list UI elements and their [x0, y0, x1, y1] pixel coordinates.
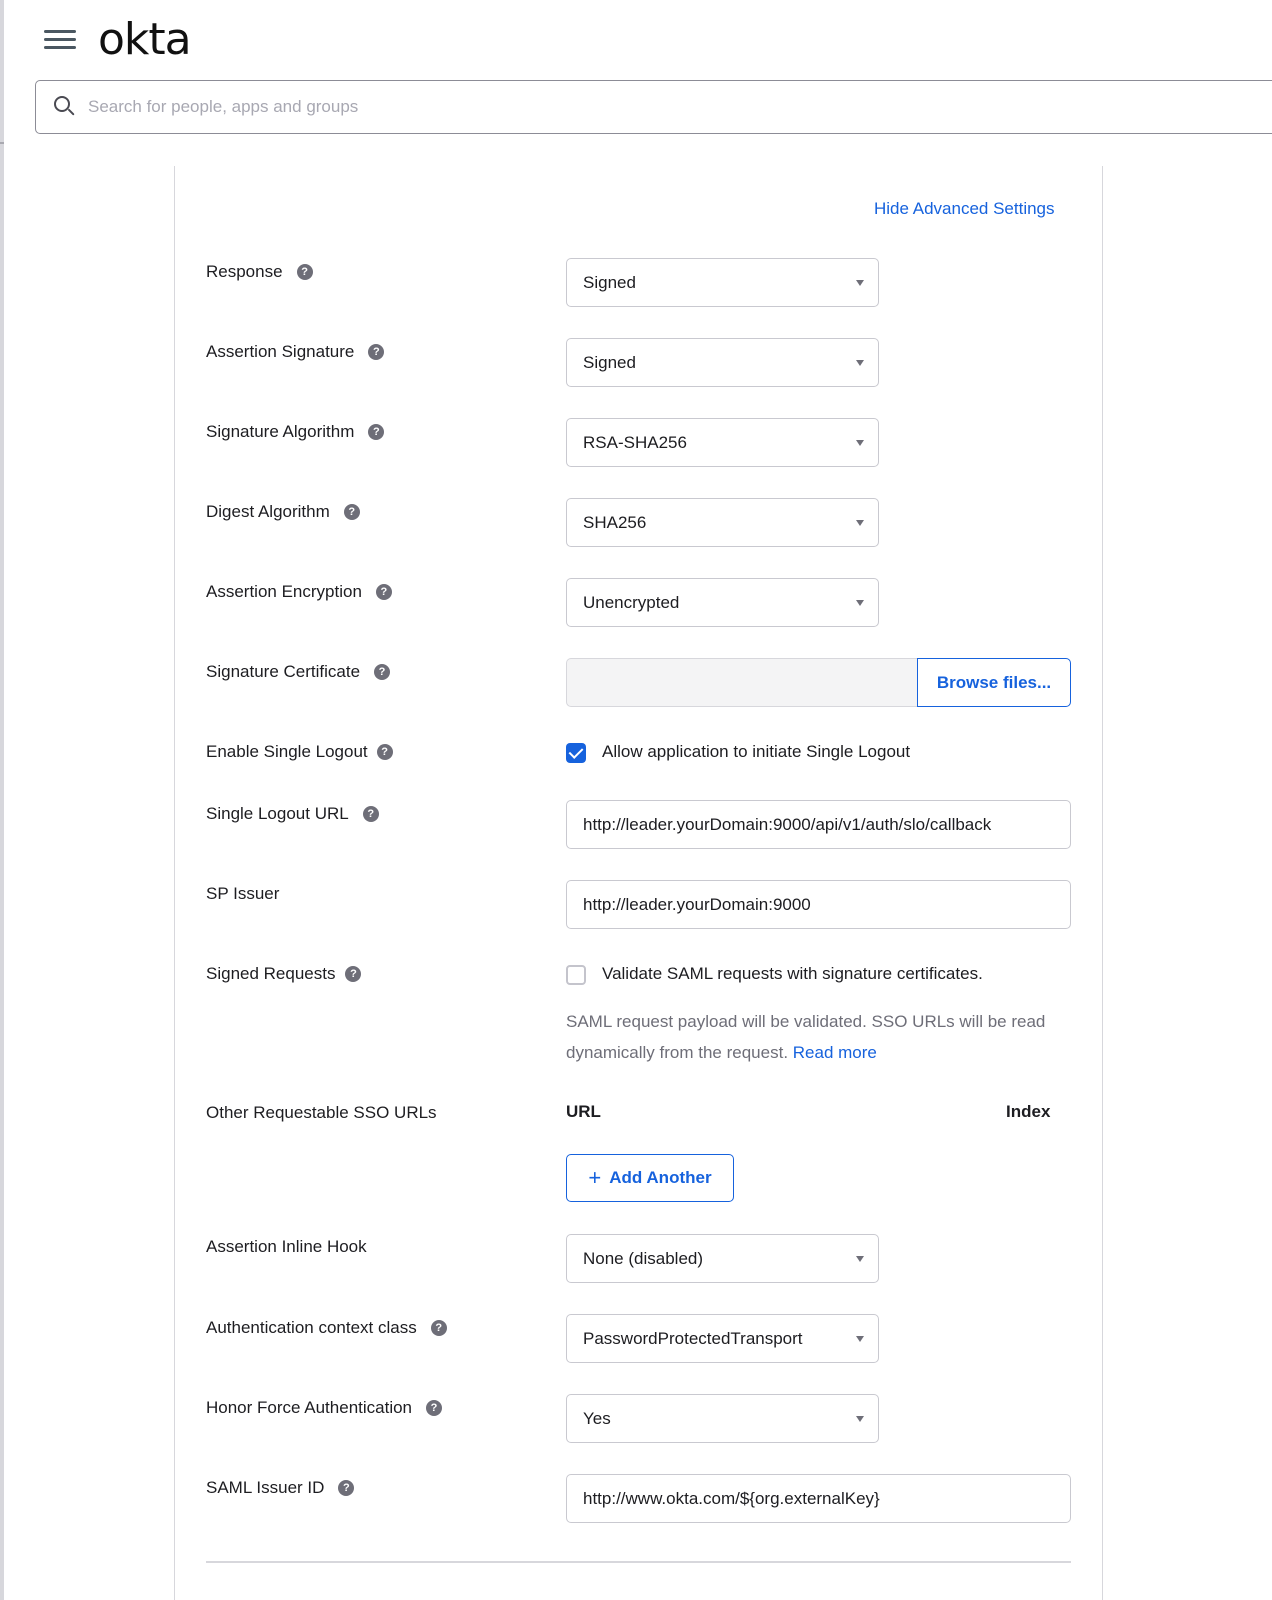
honor-force-auth-value: Yes [583, 1408, 611, 1428]
help-icon[interactable]: ? [426, 1400, 442, 1416]
section-divider [206, 1561, 1071, 1563]
chevron-down-icon [856, 280, 864, 286]
read-more-link[interactable]: Read more [792, 1043, 877, 1062]
chevron-down-icon [856, 600, 864, 606]
assertion-encryption-value: Unencrypted [583, 592, 680, 612]
response-label [206, 262, 313, 282]
column-header-index: Index [1006, 1102, 1051, 1121]
digest-algorithm-label [206, 502, 360, 522]
window-left-edge [0, 0, 4, 1600]
response-label-text: Response [206, 262, 283, 281]
help-icon[interactable]: ? [376, 584, 392, 600]
help-icon[interactable]: ? [377, 744, 393, 760]
plus-icon: + [588, 1165, 602, 1190]
signature-algorithm-label-text: Signature Algorithm [206, 422, 355, 441]
search-input[interactable] [88, 97, 1188, 117]
chevron-down-icon [856, 440, 864, 446]
browse-files-button[interactable]: Browse files... [917, 658, 1071, 707]
assertion-encryption-label-text: Assertion Encryption [206, 582, 362, 601]
okta-logo: okta [98, 14, 191, 65]
column-header-url: URL [566, 1102, 601, 1121]
assertion-signature-value: Signed [583, 352, 636, 372]
single-logout-url-label-text: Single Logout URL [206, 804, 349, 823]
hide-advanced-settings-link[interactable]: Hide Advanced Settings [874, 199, 1055, 218]
assertion-encryption-select[interactable] [566, 578, 879, 627]
add-another-button[interactable] [566, 1154, 734, 1202]
chevron-down-icon [856, 520, 864, 526]
help-icon[interactable]: ? [338, 1480, 354, 1496]
digest-algorithm-value: SHA256 [583, 512, 647, 532]
signed-requests-checkbox-label[interactable]: Validate SAML requests with signature certificates. [602, 964, 983, 983]
single-logout-checkbox[interactable] [566, 743, 586, 763]
saml-issuer-id-label [206, 1478, 354, 1498]
honor-force-auth-label [206, 1398, 442, 1418]
add-another-label: Add Another [609, 1168, 712, 1187]
help-icon[interactable]: ? [345, 966, 361, 982]
sp-issuer-input[interactable]: http://leader.yourDomain:9000 [566, 880, 1071, 929]
assertion-encryption-label [206, 582, 392, 602]
signature-algorithm-value: RSA-SHA256 [583, 432, 687, 452]
sp-issuer-label: SP Issuer [206, 884, 280, 903]
single-logout-url-input[interactable]: http://leader.yourDomain:9000/api/v1/auth/slo/callback [566, 800, 1071, 849]
signature-algorithm-label [206, 422, 384, 442]
assertion-signature-label-text: Assertion Signature [206, 342, 355, 361]
saml-issuer-id-input[interactable]: http://www.okta.com/${org.externalKey} [566, 1474, 1071, 1523]
signature-algorithm-select[interactable] [566, 418, 879, 467]
other-sso-urls-label: Other Requestable SSO URLs [206, 1103, 437, 1122]
signed-requests-label-text: Signed Requests [206, 964, 336, 983]
chevron-down-icon [856, 1256, 864, 1262]
enable-single-logout-label-text: Enable Single Logout [206, 742, 368, 761]
signed-requests-hint-text: SAML request payload will be validated. SSO URLs will be read dynamically from the request. [566, 1012, 1046, 1062]
single-logout-url-label [206, 804, 379, 824]
response-value: Signed [583, 272, 636, 292]
assertion-signature-label [206, 342, 384, 362]
honor-force-auth-select[interactable] [566, 1394, 879, 1443]
chevron-down-icon [856, 1336, 864, 1342]
help-icon[interactable]: ? [368, 344, 384, 360]
assertion-inline-hook-label: Assertion Inline Hook [206, 1237, 367, 1256]
assertion-inline-hook-value: None (disabled) [583, 1248, 704, 1268]
signed-requests-label [206, 964, 361, 984]
help-icon[interactable]: ? [344, 504, 360, 520]
assertion-inline-hook-select[interactable] [566, 1234, 879, 1283]
auth-context-class-select[interactable] [566, 1314, 879, 1363]
search-bar[interactable] [35, 80, 1272, 134]
search-icon [54, 96, 76, 118]
help-icon[interactable]: ? [368, 424, 384, 440]
response-select[interactable] [566, 258, 879, 307]
digest-algorithm-select[interactable] [566, 498, 879, 547]
saml-issuer-id-label-text: SAML Issuer ID [206, 1478, 325, 1497]
help-icon[interactable]: ? [363, 806, 379, 822]
chevron-down-icon [856, 360, 864, 366]
signature-certificate-file-field[interactable] [566, 658, 918, 707]
help-icon[interactable]: ? [431, 1320, 447, 1336]
signed-requests-hint [566, 1006, 1066, 1068]
auth-context-class-label-text: Authentication context class [206, 1318, 417, 1337]
digest-algorithm-label-text: Digest Algorithm [206, 502, 330, 521]
auth-context-class-value: PasswordProtectedTransport [583, 1328, 803, 1348]
signed-requests-checkbox[interactable] [566, 965, 586, 985]
help-icon[interactable]: ? [297, 264, 313, 280]
hamburger-menu-icon[interactable] [44, 28, 76, 52]
honor-force-auth-label-text: Honor Force Authentication [206, 1398, 413, 1417]
signature-certificate-label [206, 662, 390, 682]
chevron-down-icon [856, 1416, 864, 1422]
assertion-signature-select[interactable] [566, 338, 879, 387]
window-left-edge-tick [0, 142, 4, 144]
single-logout-checkbox-label[interactable]: Allow application to initiate Single Logout [602, 742, 911, 761]
enable-single-logout-label [206, 742, 393, 762]
signature-certificate-label-text: Signature Certificate [206, 662, 361, 681]
auth-context-class-label [206, 1318, 447, 1338]
help-icon[interactable]: ? [374, 664, 390, 680]
